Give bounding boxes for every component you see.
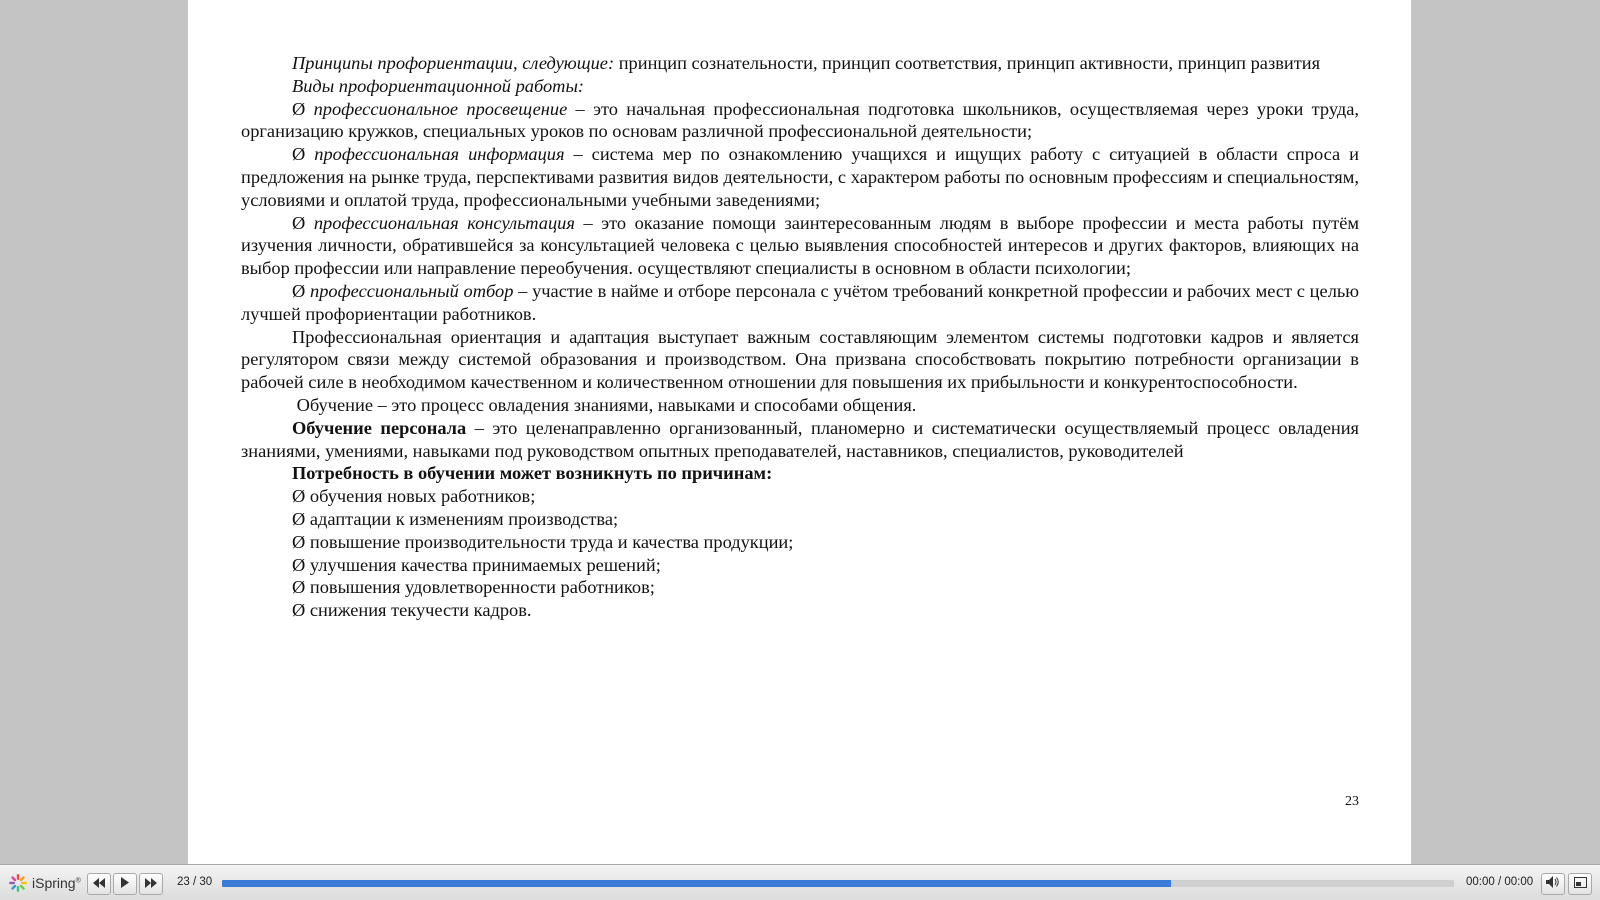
paragraph-prof-education: Ø профессиональное просвещение – это начальная профессиональная подготовка школьников, осуществляемая через уроки труда, организацию кружков, специальных уроков по основам различной профессиональной деятельности; (241, 98, 1359, 142)
paragraph-prof-information: Ø профессиональная информация – система мер по ознакомлению учащихся и ищущих работу с ситуацией в области спроса и предложения на рынке труда, перспективами развития видов деятельности, с характером работы по основным профессиям и специальностям, условиями и оплатой труда, профессиональными учебными заведениями; (241, 144, 1359, 210)
document-body (241, 52, 1359, 622)
paragraph-principles: Принципы профориентации, следующие: принцип сознательности, принцип соответствия, принцип активности, принцип развития (292, 53, 1321, 73)
play-button[interactable] (113, 873, 137, 895)
list-item: Ø повышения удовлетворенности работников; (292, 577, 655, 598)
fullscreen-icon (1574, 875, 1587, 893)
previous-slide-button[interactable] (87, 873, 111, 895)
paragraph-orientation: Профессиональная ориентация и адаптация выступает важным составляющим элементом системы подготовки кадров и является регулятором связи между системой образования и производством. Она призвана способствовать покрытию потребности организации в рабочей силе в необходимом качественном и количественном отношении для повышения их прибыльности и конкурентоспособности. (241, 326, 1359, 393)
time-display: 00:00 / 00:00 (1466, 876, 1534, 888)
paragraph-staff-training: Обучение персонала – это целенаправленно организованный, планомерно и систематически осуществляемый процесс овладения знаниями, умениями, навыками под руководством опытных преподавателей, наставников, специалистов, руководителей (241, 417, 1359, 461)
list-item: Ø снижения текучести кадров. (292, 600, 532, 621)
next-slide-button[interactable] (139, 873, 163, 895)
slide-counter: 23 / 30 (177, 876, 213, 888)
ispring-flower-icon (8, 873, 28, 893)
paragraph-training-need-heading: Потребность в обучении может возникнуть по причинам: (292, 463, 773, 484)
brand-name: iSpring® (32, 875, 81, 891)
list-item: Ø повышение производительности труда и качества продукции; (292, 531, 794, 552)
fast-forward-icon (145, 875, 157, 893)
volume-icon (1546, 875, 1560, 893)
list-item: Ø адаптации к изменениям производства; (292, 508, 619, 529)
ispring-logo (8, 873, 81, 893)
progress-track[interactable] (222, 880, 1454, 887)
paragraph-prof-consultation: Ø профессиональная консультация – это оказание помощи заинтересованным людям в выборе профессии и места работы путём изучения личности, обратившейся за консультацией человека с целью выявления способностей интересов и других факторов, влияющих на выбор профессии или направление переобучения. осуществляют специалисты в основном в области психологии; (241, 212, 1359, 279)
player-bar (0, 864, 1600, 900)
page-number: 23 (1345, 794, 1359, 809)
paragraph-prof-selection: Ø профессиональный отбор – участие в найме и отборе персонала с учётом требований конкретной профессии и рабочих мест с целью лучшей профориентации работников. (241, 280, 1359, 324)
play-icon (120, 875, 130, 893)
volume-button[interactable] (1541, 873, 1565, 895)
list-item: Ø обучения новых работников; (292, 486, 536, 507)
progress-fill (222, 880, 1171, 887)
fullscreen-button[interactable] (1568, 873, 1592, 895)
list-item: Ø улучшения качества принимаемых решений; (292, 554, 661, 575)
paragraph-types-heading: Виды профориентационной работы: (292, 75, 585, 96)
rewind-icon (93, 875, 105, 893)
paragraph-learning-definition: Обучение – это процесс овладения знаниями, навыками и способами общения. (292, 394, 917, 415)
slide-page (188, 0, 1411, 864)
